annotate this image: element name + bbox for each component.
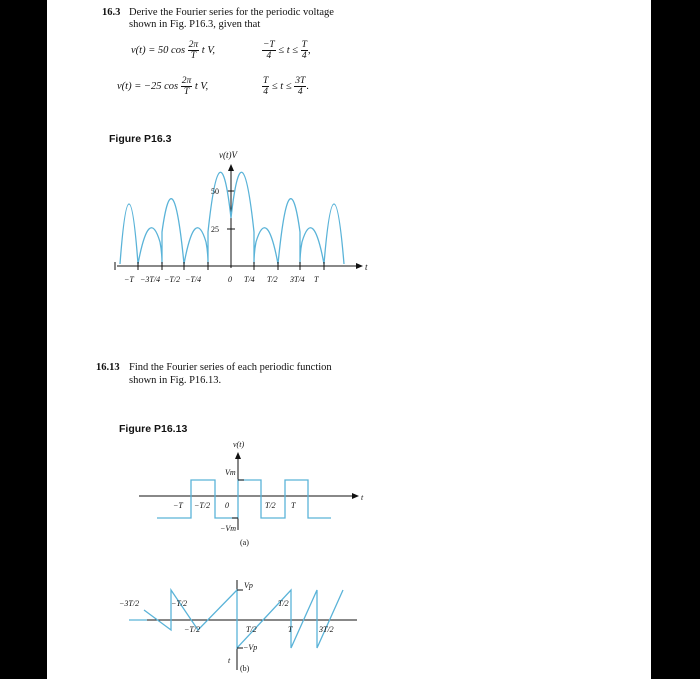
p16-13b-ul-2: T/2 bbox=[278, 599, 289, 608]
problem-16-13-text-line2: shown in Fig. P16.13. bbox=[129, 375, 222, 386]
p16-3-y-label: v(t)V bbox=[219, 150, 237, 160]
p16-13a-caption: (a) bbox=[240, 538, 249, 547]
p16-13a-xt-1: −T/2 bbox=[194, 501, 211, 510]
p16-13b-vp-label: Vp bbox=[244, 581, 253, 590]
eq2-rhs: t V, bbox=[194, 80, 209, 92]
p16-3-xt-6: T/2 bbox=[267, 275, 278, 284]
eq1-rhs: t V, bbox=[201, 44, 216, 56]
p16-13b-ll-1: T/2 bbox=[246, 625, 257, 634]
p16-3-xt-8: T bbox=[314, 275, 319, 284]
p16-13a-y-label: v(t) bbox=[233, 440, 245, 449]
p16-13a-neg-vm-label: −Vm bbox=[220, 524, 237, 533]
problem-16-3-text-line1: Derive the Fourier series for the periodic voltage bbox=[129, 7, 334, 18]
figure-p16-13 bbox=[47, 430, 651, 679]
p16-3-xt-4: 0 bbox=[228, 275, 232, 284]
eq2-lhs: v(t) = −25 cos bbox=[117, 80, 179, 92]
figure-p16-13-b bbox=[119, 580, 357, 673]
p16-13b-ul-0: −3T/2 bbox=[119, 599, 140, 608]
p16-13b-neg-vp-label: −Vp bbox=[243, 643, 258, 652]
equation-2-range: $\frac{T}{4}$ ≤ t ≤ $\frac{3T}{4}$ . bbox=[263, 76, 309, 97]
p16-13a-xt-4: T bbox=[291, 501, 296, 510]
p16-13a-x-label: t bbox=[361, 493, 364, 502]
problem-16-13-text-line1: Find the Fourier series of each periodic function bbox=[129, 362, 332, 373]
p16-13a-square-wave bbox=[157, 480, 331, 518]
p16-3-xt-5: T/4 bbox=[244, 275, 255, 284]
p16-3-x-arrow bbox=[356, 263, 363, 269]
p16-13a-xt-2: 0 bbox=[225, 501, 229, 510]
p16-3-waveform bbox=[120, 172, 344, 264]
p16-3-x-tick-labels bbox=[124, 275, 319, 284]
equation-1-range: $\frac{-T}{4}$ ≤ t ≤ $\frac{T}{4}$ , bbox=[263, 40, 311, 61]
p16-13a-xt-3: T/2 bbox=[265, 501, 276, 510]
problem-16-3-text-line2: shown in Fig. P16.3, given that bbox=[129, 19, 261, 30]
p16-13b-upper-labels bbox=[119, 599, 289, 608]
p16-13a-vm-label: Vm bbox=[225, 468, 236, 477]
p16-3-xt-7: 3T/4 bbox=[290, 275, 305, 284]
problem-16-13-number: 16.13 bbox=[96, 362, 120, 373]
p16-13a-x-arrow bbox=[352, 493, 359, 499]
figure-p16-13-label: Figure P16.13 bbox=[119, 423, 188, 435]
problem-16-3-number: 16.3 bbox=[102, 7, 121, 18]
figure-p16-13-a bbox=[139, 440, 364, 547]
p16-13b-ll-0: −T/2 bbox=[184, 625, 201, 634]
p16-13a-xt-0: −T bbox=[173, 501, 183, 510]
p16-13b-ll-3: 3T/2 bbox=[319, 625, 334, 634]
p16-3-xt-0: −T bbox=[124, 275, 134, 284]
eq1-fraction: $\frac{2\pi}{T}$ bbox=[188, 40, 199, 61]
p16-3-x-label: t bbox=[365, 262, 368, 272]
p16-3-y-tick-label-50: 50 bbox=[211, 187, 219, 196]
p16-3-y-tick-label-25: 25 bbox=[211, 225, 219, 234]
p16-13b-caption: (b) bbox=[240, 664, 250, 673]
p16-3-xt-1: −3T/4 bbox=[140, 275, 161, 284]
figure-p16-3-label: Figure P16.3 bbox=[109, 133, 172, 145]
figure-p16-3 bbox=[47, 0, 651, 300]
p16-3-y-arrow bbox=[228, 164, 234, 171]
p16-13b-x-label: t bbox=[228, 656, 231, 665]
p16-13b-lower-labels bbox=[184, 625, 334, 634]
p16-13a-y-arrow bbox=[235, 452, 241, 459]
p16-13b-ul-1: −T/2 bbox=[171, 599, 188, 608]
eq1-lhs: v(t) = 50 cos bbox=[131, 44, 186, 56]
textbook-page bbox=[47, 0, 651, 679]
p16-3-xt-2: −T/2 bbox=[164, 275, 181, 284]
p16-3-xt-3: −T/4 bbox=[185, 275, 202, 284]
eq2-fraction: $\frac{2\pi}{T}$ bbox=[181, 76, 192, 97]
p16-13b-ll-2: T bbox=[288, 625, 293, 634]
